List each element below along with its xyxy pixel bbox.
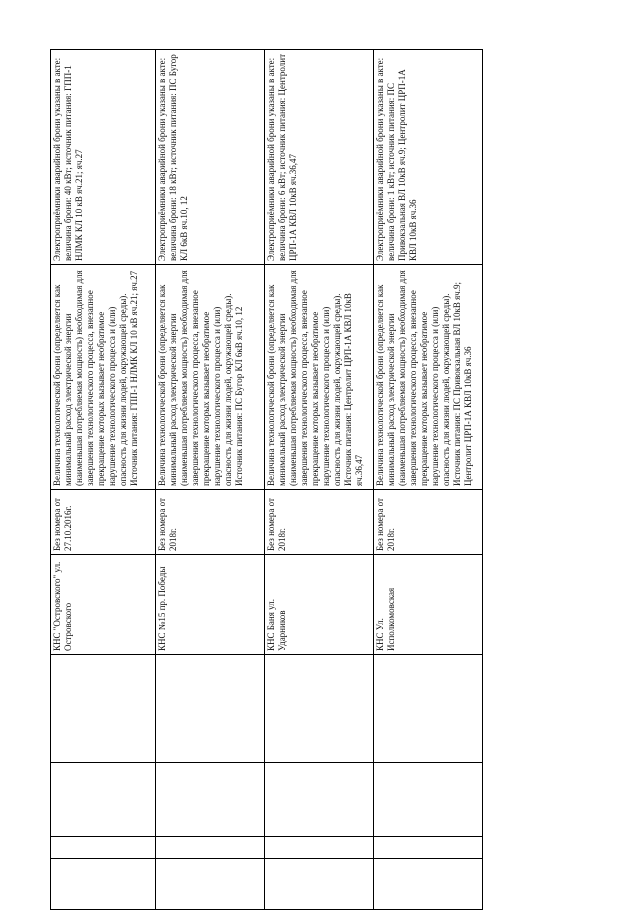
tech-reserve-cell: Величина технологической брони (определяется как минимальный расход электрической энергии (наименьшая потребляемая мощность) необходимая для завершения технологического процесса, внезапное прекращение которых вызывает необратимое нарушение технологического процесса и (или) опасность для жизни людей, окружающей среды). Источник питания: ПС Привокзальная ВЛ 10кВ яч.9; Центролит ЦРП-1А КВЛ 10кВ яч.36 — [374, 265, 483, 490]
table-row — [265, 50, 374, 910]
reservation-table — [50, 49, 483, 910]
act-doc-cell: Без номера от 2018г. — [156, 490, 265, 555]
table-row — [156, 50, 265, 910]
emergency-reserve-cell: Электроприёмники аварийной брони указаны в акте: величина брони: 40 кВт; источник питания: ГПП-1 НЛМК КЛ 10 кВ яч.21; яч.27 — [51, 50, 156, 265]
object-name-cell: КНС Баня ул. Ударников — [265, 555, 374, 655]
empty-cell — [265, 655, 374, 910]
act-doc-cell: Без номера от 27.10.2016г. — [51, 490, 156, 555]
emergency-reserve-cell: Электроприёмники аварийной брони указаны в акте: величина брони: 1 кВт; источник питания: ПС Привокзальная ВЛ 10кВ яч.9; Центролит ЦРП-1А КВЛ 10кВ яч.36 — [374, 50, 483, 265]
act-doc-cell: Без номера от 2018г. — [374, 490, 483, 555]
empty-cell — [51, 655, 156, 910]
divider-line — [50, 836, 483, 837]
divider-line — [50, 762, 483, 763]
rotated-table-block — [50, 50, 490, 910]
object-name-cell: КНС "Островского" ул. Островского — [51, 555, 156, 655]
tech-reserve-cell: Величина технологической брони (определяется как минимальный расход электрической энергии (наименьшая потребляемая мощность) необходимая для завершения технологического процесса, внезапное прекращение которых вызывает необратимое нарушение технологического процесса и (или) опасность для жизни людей, окружающей среды). Источник питания: Центролит ЦРП-1А КВЛ 10кВ яч.36,47 — [265, 265, 374, 490]
table-row — [374, 50, 483, 910]
object-name-cell: КНС №15 пр. Победы — [156, 555, 265, 655]
emergency-reserve-cell: Электроприёмники аварийной брони указаны в акте: величина брони: 18 кВт; источник питания: ПС Бугор КЛ 6кВ яч.10, 12 — [156, 50, 265, 265]
table-row — [51, 50, 156, 910]
empty-cell — [156, 655, 265, 910]
tech-reserve-cell: Величина технологической брони (определяется как минимальный расход электрической энергии (наименьшая потребляемая мощность) необходимая для завершения технологического процесса, внезапное прекращение которых вызывает необратимое нарушение технологического процесса и (или) опасность для жизни людей, окружающей среды). Источник питания: ГПП-1 НЛМК КЛ 10 кВ яч.21; яч.27 — [51, 265, 156, 490]
empty-cell — [374, 655, 483, 910]
act-doc-cell: Без номера от 2018г. — [265, 490, 374, 555]
object-name-cell: КНС Ул. Исполкомовская — [374, 555, 483, 655]
tech-reserve-cell: Величина технологической брони (определяется как минимальный расход электрической энергии (наименьшая потребляемая мощность) необходимая для завершения технологического процесса, внезапное прекращение которых вызывает необратимое нарушение технологического процесса и (или) опасность для жизни людей, окружающей среды). Источник питания: ПС Бугор КЛ 6кВ яч.10, 12 — [156, 265, 265, 490]
divider-line — [50, 858, 483, 859]
emergency-reserve-cell: Электроприёмники аварийной брони указаны в акте: величина брони: 6 кВт; источник питания: Центролит ЦРП-1А КВЛ 10кВ яч.36,47 — [265, 50, 374, 265]
